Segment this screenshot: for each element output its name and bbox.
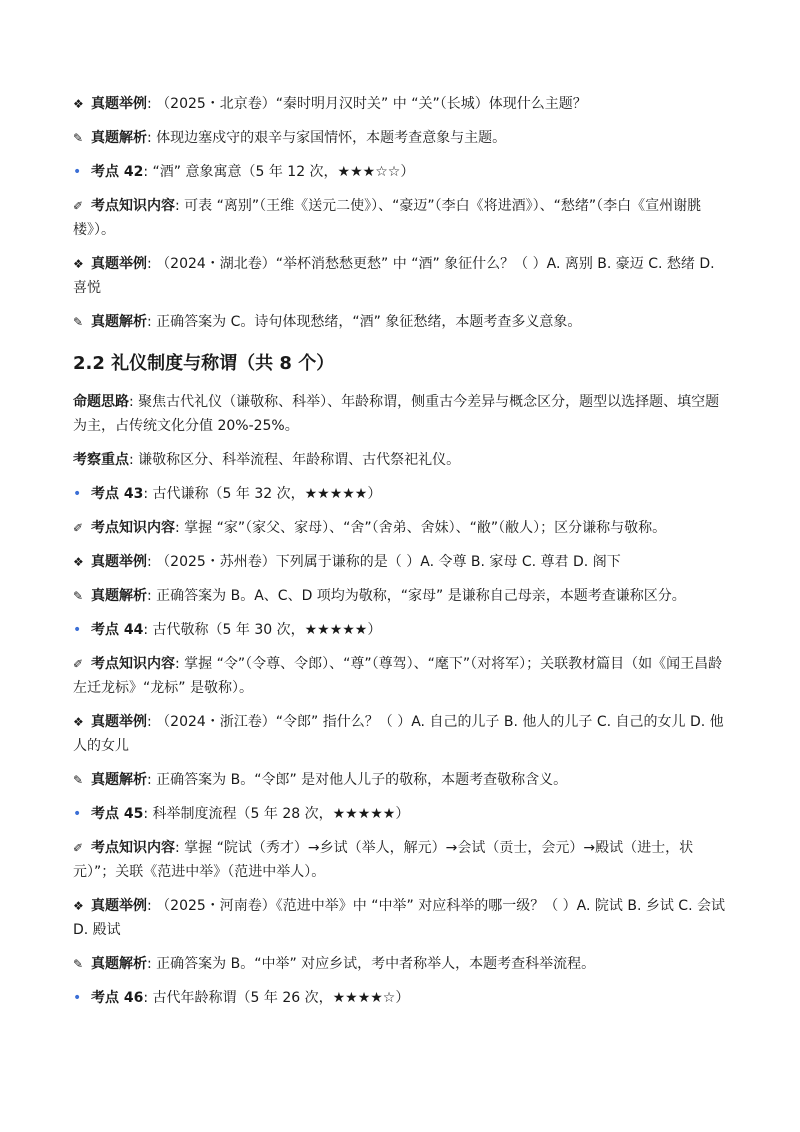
label-separator: : [147, 554, 152, 570]
section-idea-label: 命题思路 [73, 394, 129, 410]
entry-list-bottom [73, 482, 729, 1010]
knowledge-label: 考点知识内容 [91, 840, 175, 856]
analysis-text: 正确答案为 B。“令郎” 是对他人儿子的敬称，本题考查敬称含义。 [156, 772, 568, 788]
knowledge-text: 可表 “离别”（王维《送元二使》）、“豪迈”（李白《将进酒》）、“愁绪”（李白《宣州谢朓楼》）。 [73, 198, 702, 238]
section-focus-text: 谦敬称区分、科举流程、年龄称谓、古代祭祀礼仪。 [138, 452, 461, 468]
entry-list-top [73, 92, 729, 334]
knowledge-text: 掌握 “院试（秀才）→乡试（举人，解元）→会试（贡士，会元）→殿试（进士，状元）”；关联《范进中举》（范进中举人）。 [73, 840, 694, 880]
example-text: （2025・北京卷）“秦时明月汉时关” 中 “关”（长城）体现什么主题？ [156, 96, 587, 112]
point-text: 古代谦称（5 年 32 次，★★★★★） [152, 486, 382, 502]
point-label: 考点 45 [91, 806, 144, 822]
knowledge-entry [73, 516, 729, 540]
point-label: 考点 42 [91, 164, 144, 180]
point-entry [73, 482, 729, 506]
example-text: （2024・湖北卷）“举杯消愁愁更愁” 中 “酒” 象征什么？（ ）A. 离别 B. 豪迈 C. 愁绪 D. 喜悦 [73, 256, 715, 296]
example-label: 真题举例 [91, 96, 147, 112]
label-separator: : [143, 486, 149, 502]
section-heading: 2.2 礼仪制度与称谓（共 8 个） [73, 353, 335, 374]
knowledge-marker-icon: ✐ [73, 199, 84, 213]
point-entry [73, 618, 729, 642]
analysis-text: 体现边塞戍守的艰辛与家国情怀，本题考查意象与主题。 [156, 130, 507, 146]
label-separator: : [147, 956, 152, 972]
point-text: 科举制度流程（5 年 28 次，★★★★★） [152, 806, 410, 822]
label-separator: : [175, 840, 180, 856]
point-label: 考点 46 [91, 990, 144, 1006]
label-separator: : [147, 772, 152, 788]
label-separator: : [175, 520, 180, 536]
point-text: 古代敬称（5 年 30 次，★★★★★） [152, 622, 382, 638]
example-marker-icon: ❖ [73, 899, 84, 913]
analysis-label: 真题解析 [91, 314, 147, 330]
knowledge-marker-icon: ✐ [73, 657, 84, 671]
section-idea-text: 聚焦古代礼仪（谦敬称、科举）、年龄称谓，侧重古今差异与概念区分，题型以选择题、填空题为主，占传统文化分值 20%-25%。 [73, 394, 720, 434]
label-separator: : [143, 990, 149, 1006]
label-separator: : [147, 256, 152, 272]
analysis-label: 真题解析 [91, 130, 147, 146]
example-entry [73, 92, 729, 116]
analysis-text: 正确答案为 B。A、C、D 项均为敬称，“家母” 是谦称自己母亲，本题考查谦称区分。 [156, 588, 686, 604]
example-marker-icon: ❖ [73, 97, 84, 111]
analysis-text: 正确答案为 B。“中举” 对应乡试，考中者称举人，本题考查科举流程。 [156, 956, 596, 972]
example-entry [73, 894, 729, 942]
knowledge-text: 掌握 “令”（令尊、令郎）、“尊”（尊驾）、“麾下”（对将军）；关联教材篇目（如《闻王昌龄左迁龙标》“龙标” 是敬称）。 [73, 656, 723, 696]
point-marker-icon: • [73, 622, 82, 638]
analysis-marker-icon: ✎ [73, 589, 84, 603]
label-separator: : [143, 806, 149, 822]
point-entry [73, 160, 729, 184]
knowledge-marker-icon: ✐ [73, 521, 84, 535]
knowledge-entry [73, 652, 729, 700]
label-separator: : [147, 898, 152, 914]
analysis-text: 正确答案为 C。诗句体现愁绪，“酒” 象征愁绪，本题考查多义意象。 [156, 314, 582, 330]
example-text: （2025・苏州卷）下列属于谦称的是（ ）A. 令尊 B. 家母 C. 尊君 D. 阁下 [156, 554, 621, 570]
point-label: 考点 43 [91, 486, 144, 502]
analysis-entry [73, 768, 729, 792]
label-separator: : [147, 96, 152, 112]
section-idea: 命题思路: 聚焦古代礼仪（谦敬称、科举）、年龄称谓，侧重古今差异与概念区分，题型以选择题、填空题为主，占传统文化分值 20%-25%。 [73, 394, 720, 434]
document-page [73, 92, 729, 1020]
point-entry [73, 986, 729, 1010]
point-marker-icon: • [73, 164, 82, 180]
point-marker-icon: • [73, 806, 82, 822]
section-focus: 考察重点: 谦敬称区分、科举流程、年龄称谓、古代祭祀礼仪。 [73, 452, 461, 468]
example-entry [73, 550, 729, 574]
point-text: 古代年龄称谓（5 年 26 次，★★★★☆） [152, 990, 410, 1006]
analysis-label: 真题解析 [91, 956, 147, 972]
example-label: 真题举例 [91, 256, 147, 272]
analysis-entry [73, 952, 729, 976]
example-label: 真题举例 [91, 554, 147, 570]
point-marker-icon: • [73, 990, 82, 1006]
point-text: “酒” 意象寓意（5 年 12 次，★★★☆☆） [152, 164, 415, 180]
label-separator: : [143, 164, 149, 180]
knowledge-text: 掌握 “家”（家父、家母）、“舍”（舍弟、舍妹）、“敝”（敝人）；区分谦称与敬称。 [184, 520, 667, 536]
knowledge-entry [73, 194, 729, 242]
example-label: 真题举例 [91, 714, 147, 730]
point-entry [73, 802, 729, 826]
label-separator: : [175, 198, 180, 214]
label-separator: : [143, 622, 149, 638]
analysis-entry [73, 584, 729, 608]
analysis-marker-icon: ✎ [73, 957, 84, 971]
knowledge-entry [73, 836, 729, 884]
example-text: （2025・河南卷）《范进中举》中 “中举” 对应科举的哪一级？（ ）A. 院试 B. 乡试 C. 会试 D. 殿试 [73, 898, 725, 938]
knowledge-label: 考点知识内容 [91, 198, 175, 214]
example-marker-icon: ❖ [73, 257, 84, 271]
label-separator: : [147, 588, 152, 604]
point-label: 考点 44 [91, 622, 144, 638]
example-marker-icon: ❖ [73, 715, 84, 729]
analysis-marker-icon: ✎ [73, 315, 84, 329]
section-focus-label: 考察重点 [73, 452, 129, 468]
label-separator: : [147, 130, 152, 146]
example-label: 真题举例 [91, 898, 147, 914]
knowledge-label: 考点知识内容 [91, 656, 175, 672]
analysis-label: 真题解析 [91, 772, 147, 788]
knowledge-label: 考点知识内容 [91, 520, 175, 536]
example-entry [73, 252, 729, 300]
example-marker-icon: ❖ [73, 555, 84, 569]
analysis-label: 真题解析 [91, 588, 147, 604]
analysis-marker-icon: ✎ [73, 773, 84, 787]
analysis-marker-icon: ✎ [73, 131, 84, 145]
example-text: （2024・浙江卷）“令郎” 指什么？（ ）A. 自己的儿子 B. 他人的儿子 C. 自己的女儿 D. 他人的女儿 [73, 714, 724, 754]
label-separator: : [147, 714, 152, 730]
analysis-entry [73, 310, 729, 334]
label-separator: : [175, 656, 180, 672]
knowledge-marker-icon: ✐ [73, 841, 84, 855]
point-marker-icon: • [73, 486, 82, 502]
example-entry [73, 710, 729, 758]
analysis-entry [73, 126, 729, 150]
label-separator: : [147, 314, 152, 330]
